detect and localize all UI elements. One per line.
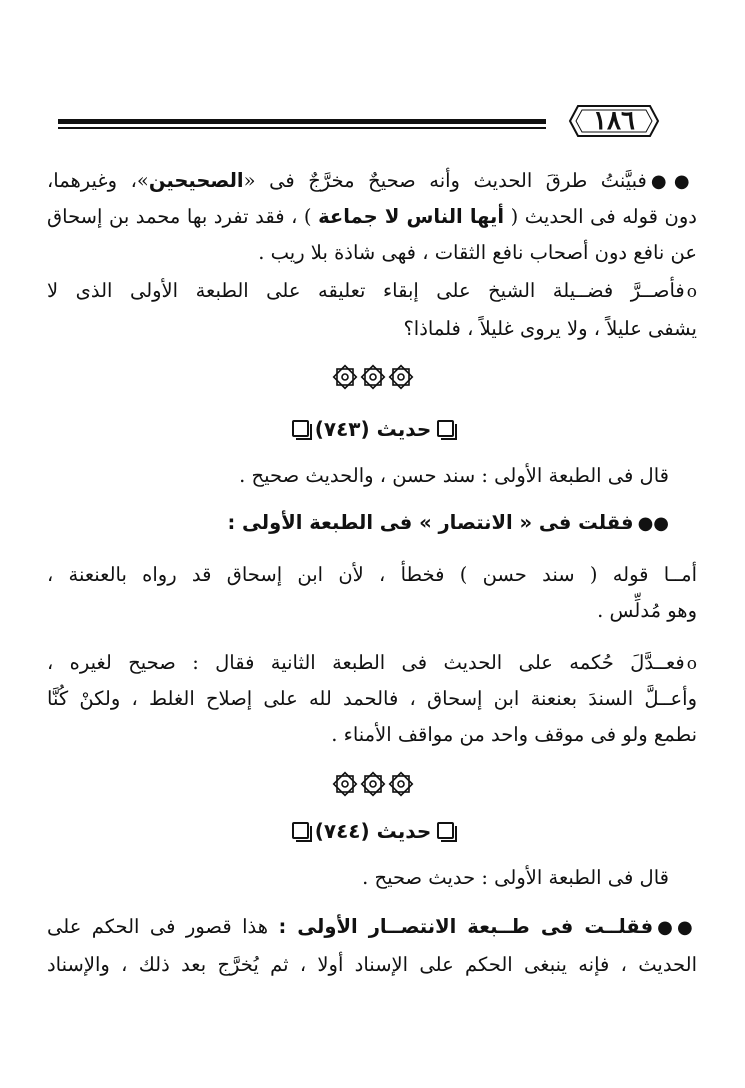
text-line-12 bbox=[47, 720, 697, 750]
text-line-8 bbox=[47, 560, 697, 590]
square-bracket-icon bbox=[292, 822, 309, 839]
text-run: وهو مُدلِّس . bbox=[597, 599, 697, 622]
bold-run: أيها الناس لا جماعة bbox=[318, 205, 505, 228]
text-run: أمــا قوله ( سند حسن ) فخطأ ، لأن ابن إسحاق قد رواه بالعنعنة ، bbox=[47, 563, 697, 586]
text-line-10 bbox=[47, 648, 697, 679]
bullet-icon: ●● bbox=[637, 513, 669, 534]
ornament-divider-icon bbox=[0, 364, 745, 394]
bold-run: فقلــت فى طــبعة الانتصــار الأولى : bbox=[278, 915, 654, 938]
text-line-4 bbox=[47, 276, 697, 307]
text-run: قال فى الطبعة الأولى : سند حسن ، والحديث صحيح . bbox=[239, 464, 669, 487]
hadith-heading-743 bbox=[48, 414, 698, 444]
header-rule bbox=[58, 119, 546, 124]
text-run: وأعــلَّ السندَ بعنعنة ابن إسحاق ، فالحمد لله على إصلاح الغلط ، ولكنْ كُنَّا bbox=[47, 687, 697, 710]
text-line-11 bbox=[47, 684, 697, 714]
page-number-frame bbox=[568, 102, 660, 140]
circle-bullet-icon: o bbox=[686, 654, 697, 674]
text-line-14 bbox=[47, 912, 697, 943]
text-line-5 bbox=[47, 314, 697, 344]
text-run: »، وغيرهما، bbox=[47, 169, 149, 192]
text-run: نطمع ولو فى موقف واحد من مواقف الأمناء . bbox=[331, 723, 697, 746]
text-line-7 bbox=[89, 508, 669, 539]
text-run: فعــدَّلَ حُكمه على الحديث فى الطبعة الثانية فقال : صحيح لغيره ، bbox=[47, 651, 685, 674]
text-line-2 bbox=[47, 202, 697, 232]
text-line-6 bbox=[89, 461, 669, 491]
bold-run: الصحيحين bbox=[148, 169, 244, 192]
text-run: هذا قصور فى الحكم على bbox=[47, 915, 279, 938]
heading-label: حديث bbox=[376, 819, 432, 843]
bullet-icon: ●● bbox=[657, 917, 697, 938]
page-number: ١٨٦ bbox=[593, 106, 635, 136]
text-run: دون قوله فى الحديث ( bbox=[504, 205, 697, 228]
square-bracket-icon bbox=[437, 420, 454, 437]
text-line-3 bbox=[47, 238, 697, 268]
ornament-divider-icon bbox=[0, 771, 745, 801]
text-run: فبيَّنتُ طرقَ الحديث وأنه صحيحٌ مخرَّجٌ فى « bbox=[243, 169, 647, 192]
heading-number: (٧٤٤) bbox=[314, 819, 370, 843]
text-run: فأصــرَّ فضــيلة الشيخ على إبقاء تعليقه على الطبعة الأولى الذى لا bbox=[47, 279, 685, 302]
text-run: قال فى الطبعة الأولى : حديث صحيح . bbox=[362, 866, 669, 889]
text-line-15 bbox=[47, 950, 697, 980]
bold-run: فقلت فى « الانتصار » فى الطبعة الأولى : bbox=[227, 511, 634, 534]
text-run: يشفى عليلاً ، ولا يروى غليلاً ، فلماذا؟ bbox=[403, 317, 697, 340]
header-rule-thin bbox=[58, 127, 546, 129]
text-line-1 bbox=[47, 166, 697, 197]
bullet-icon: ●● bbox=[650, 171, 697, 192]
text-run: الحديث ، فإنه ينبغى الحكم على الإسناد أولا ، ثم يُخرَّج بعد ذلك ، والإسناد bbox=[47, 953, 697, 976]
square-bracket-icon bbox=[437, 822, 454, 839]
text-line-9 bbox=[47, 596, 697, 626]
text-line-13 bbox=[89, 863, 669, 893]
text-run: ) ، فقد تفرد بها محمد بن إسحاق bbox=[47, 205, 319, 228]
heading-number: (٧٤٣) bbox=[314, 417, 370, 441]
text-run: عن نافع دون أصحاب نافع الثقات ، فهى شاذة بلا ريب . bbox=[258, 241, 697, 264]
hadith-heading-744 bbox=[48, 816, 698, 846]
page-header bbox=[58, 100, 670, 144]
square-bracket-icon bbox=[292, 420, 309, 437]
heading-label: حديث bbox=[376, 417, 432, 441]
circle-bullet-icon: o bbox=[686, 282, 697, 302]
